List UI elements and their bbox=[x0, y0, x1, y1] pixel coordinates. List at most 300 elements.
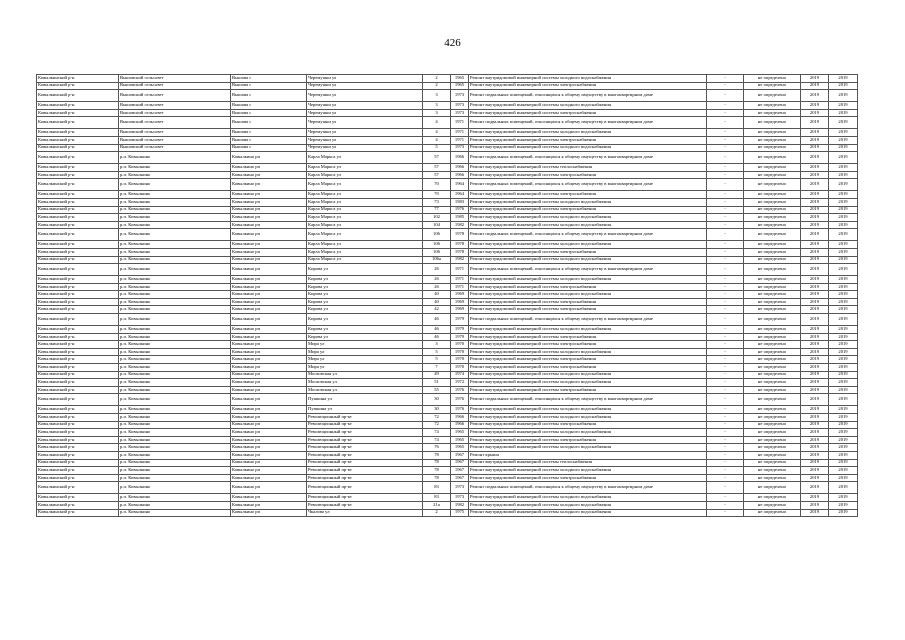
table-row bbox=[37, 248, 858, 256]
cell-street: Карла Маркса ул bbox=[307, 198, 423, 206]
cell-funding-source: не определено bbox=[744, 144, 801, 152]
cell-cost: - bbox=[707, 314, 744, 326]
cell-plan-end: 2019 bbox=[829, 75, 858, 83]
cell-plan-start: 2019 bbox=[801, 206, 829, 214]
cell-house-number: 4 bbox=[423, 129, 451, 137]
cell-street: Кирова ул bbox=[307, 326, 423, 334]
table-row bbox=[37, 117, 858, 129]
cell-house-number: 83 bbox=[423, 482, 451, 494]
table-row bbox=[37, 291, 858, 299]
cell-street: Революционный пр-кт bbox=[307, 444, 423, 452]
cell-locality: Ковылкино рп bbox=[231, 394, 307, 406]
cell-street: Кирова ул bbox=[307, 291, 423, 299]
cell-plan-start: 2019 bbox=[801, 451, 829, 459]
cell-plan-start: 2019 bbox=[801, 283, 829, 291]
cell-district: Ковылкинский р-н bbox=[37, 129, 119, 137]
cell-plan-end: 2019 bbox=[829, 333, 858, 341]
cell-locality: Ковылкино рп bbox=[231, 444, 307, 452]
cell-street: Мира ул bbox=[307, 356, 423, 364]
cell-work-type: Ремонт подвальных помещений, относящихся к общему имуществу в многоквартирном доме bbox=[469, 264, 707, 276]
cell-cost: - bbox=[707, 117, 744, 129]
cell-plan-end: 2019 bbox=[829, 291, 858, 299]
cell-funding-source: не определено bbox=[744, 459, 801, 467]
cell-plan-end: 2019 bbox=[829, 276, 858, 284]
cell-funding-source: не определено bbox=[744, 436, 801, 444]
cell-district: Ковылкинский р-н bbox=[37, 152, 119, 164]
cell-house-number: 78 bbox=[423, 467, 451, 475]
cell-house-number: 2 bbox=[423, 75, 451, 83]
cell-locality: Ковылкино рп bbox=[231, 341, 307, 349]
cell-district: Ковылкинский р-н bbox=[37, 102, 119, 110]
cell-build-year: 1965 bbox=[451, 436, 469, 444]
cell-house-number: 102 bbox=[423, 214, 451, 222]
cell-locality: Ковылкино рп bbox=[231, 152, 307, 164]
cell-cost: - bbox=[707, 341, 744, 349]
cell-house-number: 7 bbox=[423, 364, 451, 372]
cell-locality: Ковылкино рп bbox=[231, 501, 307, 509]
cell-street: Кирова ул bbox=[307, 306, 423, 314]
cell-cost: - bbox=[707, 436, 744, 444]
cell-funding-source: не определено bbox=[744, 414, 801, 422]
cell-house-number: 83 bbox=[423, 494, 451, 502]
cell-work-type: Ремонт внутридомовой инженерной системы холодного водоснабжения bbox=[469, 371, 707, 379]
cell-work-type: Ремонт внутридомовой инженерной системы холодного водоснабжения bbox=[469, 501, 707, 509]
cell-cost: - bbox=[707, 326, 744, 334]
cell-build-year: 1971 bbox=[451, 264, 469, 276]
cell-work-type: Ремонт подвальных помещений, относящихся к общему имуществу в многоквартирном доме bbox=[469, 314, 707, 326]
cell-build-year: 1978 bbox=[451, 248, 469, 256]
cell-build-year: 1973 bbox=[451, 482, 469, 494]
cell-district: Ковылкинский р-н bbox=[37, 394, 119, 406]
cell-house-number: 2 bbox=[423, 82, 451, 90]
cell-build-year: 1965 bbox=[451, 429, 469, 437]
cell-build-year: 1985 bbox=[451, 214, 469, 222]
cell-street: Карла Маркса ул bbox=[307, 164, 423, 172]
cell-plan-end: 2019 bbox=[829, 306, 858, 314]
cell-district: Ковылкинский р-н bbox=[37, 406, 119, 414]
cell-district: Ковылкинский р-н bbox=[37, 314, 119, 326]
cell-plan-end: 2019 bbox=[829, 482, 858, 494]
cell-settlement: р.п. Ковылкино bbox=[119, 467, 231, 475]
cell-locality: Ковылкино рп bbox=[231, 482, 307, 494]
cell-locality: Вышова с bbox=[231, 109, 307, 117]
cell-cost: - bbox=[707, 136, 744, 144]
table-row bbox=[37, 474, 858, 482]
cell-plan-end: 2019 bbox=[829, 152, 858, 164]
cell-build-year: 1983 bbox=[451, 198, 469, 206]
cell-locality: Вышова с bbox=[231, 90, 307, 102]
cell-settlement: р.п. Ковылкино bbox=[119, 421, 231, 429]
cell-work-type: Ремонт внутридомовой инженерной системы холодного водоснабжения bbox=[469, 348, 707, 356]
table-row bbox=[37, 394, 858, 406]
cell-plan-start: 2019 bbox=[801, 326, 829, 334]
table-row bbox=[37, 276, 858, 284]
cell-locality: Ковылкино рп bbox=[231, 326, 307, 334]
cell-district: Ковылкинский р-н bbox=[37, 214, 119, 222]
cell-locality: Ковылкино рп bbox=[231, 356, 307, 364]
cell-work-type: Ремонт подвальных помещений, относящихся к общему имуществу в многоквартирном доме bbox=[469, 394, 707, 406]
cell-cost: - bbox=[707, 386, 744, 394]
cell-work-type: Ремонт внутридомовой инженерной системы электроснабжения bbox=[469, 109, 707, 117]
cell-house-number: 3 bbox=[423, 90, 451, 102]
cell-plan-start: 2019 bbox=[801, 356, 829, 364]
cell-build-year: 1976 bbox=[451, 406, 469, 414]
cell-work-type: Ремонт внутридомовой инженерной системы холодного водоснабжения bbox=[469, 276, 707, 284]
cell-plan-start: 2019 bbox=[801, 191, 829, 199]
cell-plan-start: 2019 bbox=[801, 306, 829, 314]
cell-funding-source: не определено bbox=[744, 494, 801, 502]
cell-settlement: р.п. Ковылкино bbox=[119, 152, 231, 164]
cell-district: Ковылкинский р-н bbox=[37, 467, 119, 475]
table-row bbox=[37, 164, 858, 172]
cell-plan-start: 2019 bbox=[801, 474, 829, 482]
cell-settlement: р.п. Ковылкино bbox=[119, 348, 231, 356]
table-row bbox=[37, 459, 858, 467]
cell-build-year: 1973 bbox=[451, 109, 469, 117]
cell-work-type: Ремонт внутридомовой инженерной системы холодного водоснабжения bbox=[469, 129, 707, 137]
cell-work-type: Ремонт внутридомовой инженерной системы холодного водоснабжения bbox=[469, 291, 707, 299]
cell-plan-start: 2019 bbox=[801, 364, 829, 372]
cell-funding-source: не определено bbox=[744, 276, 801, 284]
cell-settlement: Вышовский сельсовет bbox=[119, 117, 231, 129]
cell-cost: - bbox=[707, 90, 744, 102]
table-row bbox=[37, 364, 858, 372]
table-row bbox=[37, 341, 858, 349]
cell-street: Черемушки ул bbox=[307, 109, 423, 117]
cell-plan-start: 2019 bbox=[801, 436, 829, 444]
cell-plan-end: 2019 bbox=[829, 494, 858, 502]
cell-house-number: 106 bbox=[423, 229, 451, 241]
cell-locality: Ковылкино рп bbox=[231, 467, 307, 475]
cell-street: Московская ул bbox=[307, 371, 423, 379]
cell-house-number: 5 bbox=[423, 356, 451, 364]
cell-work-type: Ремонт внутридомовой инженерной системы холодного водоснабжения bbox=[469, 467, 707, 475]
cell-plan-end: 2019 bbox=[829, 459, 858, 467]
cell-district: Ковылкинский р-н bbox=[37, 291, 119, 299]
table-row bbox=[37, 501, 858, 509]
cell-work-type: Ремонт внутридомовой инженерной системы электроснабжения bbox=[469, 341, 707, 349]
table-row bbox=[37, 379, 858, 387]
cell-build-year: 1966 bbox=[451, 152, 469, 164]
cell-plan-end: 2019 bbox=[829, 436, 858, 444]
cell-district: Ковылкинский р-н bbox=[37, 171, 119, 179]
table-row bbox=[37, 206, 858, 214]
cell-house-number: 5 bbox=[423, 144, 451, 152]
cell-cost: - bbox=[707, 152, 744, 164]
cell-locality: Ковылкино рп bbox=[231, 509, 307, 517]
cell-house-number: 77 bbox=[423, 206, 451, 214]
cell-funding-source: не определено bbox=[744, 333, 801, 341]
cell-street: Кирова ул bbox=[307, 283, 423, 291]
table-row bbox=[37, 494, 858, 502]
table-row bbox=[37, 82, 858, 90]
cell-plan-end: 2019 bbox=[829, 348, 858, 356]
cell-plan-start: 2019 bbox=[801, 256, 829, 264]
table-row bbox=[37, 298, 858, 306]
cell-plan-end: 2019 bbox=[829, 386, 858, 394]
cell-street: Кирова ул bbox=[307, 314, 423, 326]
cell-cost: - bbox=[707, 144, 744, 152]
cell-house-number: 70 bbox=[423, 179, 451, 191]
cell-plan-end: 2019 bbox=[829, 429, 858, 437]
cell-funding-source: не определено bbox=[744, 444, 801, 452]
cell-house-number: 30 bbox=[423, 406, 451, 414]
cell-district: Ковылкинский р-н bbox=[37, 221, 119, 229]
cell-house-number: 70 bbox=[423, 191, 451, 199]
cell-build-year: 1967 bbox=[451, 474, 469, 482]
cell-funding-source: не определено bbox=[744, 451, 801, 459]
table-row bbox=[37, 256, 858, 264]
cell-locality: Ковылкино рп bbox=[231, 459, 307, 467]
cell-settlement: р.п. Ковылкино bbox=[119, 371, 231, 379]
cell-settlement: р.п. Ковылкино bbox=[119, 386, 231, 394]
cell-plan-end: 2019 bbox=[829, 474, 858, 482]
cell-funding-source: не определено bbox=[744, 386, 801, 394]
cell-plan-start: 2019 bbox=[801, 264, 829, 276]
cell-district: Ковылкинский р-н bbox=[37, 90, 119, 102]
cell-locality: Ковылкино рп bbox=[231, 179, 307, 191]
cell-street: Чкалова ул bbox=[307, 509, 423, 517]
cell-plan-start: 2019 bbox=[801, 291, 829, 299]
cell-settlement: р.п. Ковылкино bbox=[119, 459, 231, 467]
cell-street: Мира ул bbox=[307, 348, 423, 356]
cell-house-number: 30 bbox=[423, 394, 451, 406]
cell-street: Московская ул bbox=[307, 379, 423, 387]
cell-build-year: 1973 bbox=[451, 90, 469, 102]
cell-locality: Ковылкино рп bbox=[231, 164, 307, 172]
cell-locality: Ковылкино рп bbox=[231, 429, 307, 437]
cell-build-year: 1966 bbox=[451, 414, 469, 422]
cell-funding-source: не определено bbox=[744, 482, 801, 494]
cell-settlement: р.п. Ковылкино bbox=[119, 248, 231, 256]
cell-house-number: 57 bbox=[423, 171, 451, 179]
cell-street: Мира ул bbox=[307, 364, 423, 372]
cell-district: Ковылкинский р-н bbox=[37, 459, 119, 467]
cell-locality: Ковылкино рп bbox=[231, 229, 307, 241]
cell-plan-end: 2019 bbox=[829, 509, 858, 517]
cell-build-year: 1973 bbox=[451, 144, 469, 152]
cell-house-number: 3 bbox=[423, 109, 451, 117]
cell-work-type: Ремонт внутридомовой инженерной системы теплоснабжения bbox=[469, 459, 707, 467]
cell-street: Карла Маркса ул bbox=[307, 221, 423, 229]
cell-settlement: Вышовский сельсовет bbox=[119, 129, 231, 137]
cell-funding-source: не определено bbox=[744, 198, 801, 206]
cell-settlement: Вышовский сельсовет bbox=[119, 102, 231, 110]
cell-work-type: Ремонт внутридомовой инженерной системы электроснабжения bbox=[469, 206, 707, 214]
cell-build-year: 1973 bbox=[451, 102, 469, 110]
cell-street: Черемушки ул bbox=[307, 102, 423, 110]
cell-work-type: Ремонт внутридомовой инженерной системы электроснабжения bbox=[469, 248, 707, 256]
cell-district: Ковылкинский р-н bbox=[37, 191, 119, 199]
cell-funding-source: не определено bbox=[744, 467, 801, 475]
table-row bbox=[37, 386, 858, 394]
cell-street: Кирова ул bbox=[307, 333, 423, 341]
cell-settlement: р.п. Ковылкино bbox=[119, 298, 231, 306]
table-row bbox=[37, 421, 858, 429]
cell-district: Ковылкинский р-н bbox=[37, 82, 119, 90]
cell-work-type: Ремонт внутридомовой инженерной системы холодного водоснабжения bbox=[469, 444, 707, 452]
cell-work-type: Ремонт внутридомовой инженерной системы холодного водоснабжения bbox=[469, 414, 707, 422]
cell-settlement: р.п. Ковылкино bbox=[119, 306, 231, 314]
cell-settlement: Вышовский сельсовет bbox=[119, 109, 231, 117]
cell-plan-start: 2019 bbox=[801, 241, 829, 249]
cell-street: Мира ул bbox=[307, 341, 423, 349]
cell-plan-end: 2019 bbox=[829, 102, 858, 110]
cell-work-type: Ремонт подвальных помещений, относящихся к общему имуществу в многоквартирном доме bbox=[469, 90, 707, 102]
cell-build-year: 1982 bbox=[451, 256, 469, 264]
cell-funding-source: не определено bbox=[744, 229, 801, 241]
cell-build-year: 1974 bbox=[451, 371, 469, 379]
cell-funding-source: не определено bbox=[744, 152, 801, 164]
table-row bbox=[37, 406, 858, 414]
cell-street: Черемушки ул bbox=[307, 82, 423, 90]
cell-plan-start: 2019 bbox=[801, 129, 829, 137]
cell-locality: Ковылкино рп bbox=[231, 191, 307, 199]
cell-build-year: 1971 bbox=[451, 276, 469, 284]
cell-plan-end: 2019 bbox=[829, 171, 858, 179]
cell-plan-end: 2019 bbox=[829, 444, 858, 452]
cell-house-number: 4 bbox=[423, 117, 451, 129]
cell-settlement: р.п. Ковылкино bbox=[119, 214, 231, 222]
cell-street: Карла Маркса ул bbox=[307, 229, 423, 241]
cell-build-year: 1979 bbox=[451, 326, 469, 334]
cell-build-year: 1969 bbox=[451, 291, 469, 299]
cell-district: Ковылкинский р-н bbox=[37, 206, 119, 214]
cell-locality: Ковылкино рп bbox=[231, 241, 307, 249]
cell-locality: Ковылкино рп bbox=[231, 214, 307, 222]
cell-plan-end: 2019 bbox=[829, 421, 858, 429]
cell-street: Карла Маркса ул bbox=[307, 214, 423, 222]
cell-work-type: Ремонт внутридомовой инженерной системы электроснабжения bbox=[469, 386, 707, 394]
cell-cost: - bbox=[707, 414, 744, 422]
table-row bbox=[37, 90, 858, 102]
cell-locality: Ковылкино рп bbox=[231, 474, 307, 482]
cell-plan-end: 2019 bbox=[829, 298, 858, 306]
cell-cost: - bbox=[707, 179, 744, 191]
cell-street: Черемушки ул bbox=[307, 117, 423, 129]
cell-street: Черемушки ул bbox=[307, 75, 423, 83]
cell-house-number: 40 bbox=[423, 291, 451, 299]
cell-locality: Ковылкино рп bbox=[231, 494, 307, 502]
cell-build-year: 1965 bbox=[451, 444, 469, 452]
cell-plan-end: 2019 bbox=[829, 451, 858, 459]
cell-work-type: Ремонт внутридомовой инженерной системы холодного водоснабжения bbox=[469, 198, 707, 206]
table-row bbox=[37, 414, 858, 422]
cell-plan-start: 2019 bbox=[801, 394, 829, 406]
cell-district: Ковылкинский р-н bbox=[37, 414, 119, 422]
cell-cost: - bbox=[707, 298, 744, 306]
cell-cost: - bbox=[707, 214, 744, 222]
cell-plan-start: 2019 bbox=[801, 164, 829, 172]
cell-cost: - bbox=[707, 171, 744, 179]
cell-district: Ковылкинский р-н bbox=[37, 421, 119, 429]
cell-plan-end: 2019 bbox=[829, 164, 858, 172]
cell-build-year: 1971 bbox=[451, 117, 469, 129]
cell-settlement: р.п. Ковылкино bbox=[119, 326, 231, 334]
cell-settlement: р.п. Ковылкино bbox=[119, 229, 231, 241]
cell-settlement: р.п. Ковылкино bbox=[119, 191, 231, 199]
cell-build-year: 1976 bbox=[451, 386, 469, 394]
cell-locality: Вышова с bbox=[231, 136, 307, 144]
cell-work-type: Ремонт подвальных помещений, относящихся к общему имуществу в многоквартирном доме bbox=[469, 482, 707, 494]
cell-plan-start: 2019 bbox=[801, 314, 829, 326]
cell-funding-source: не определено bbox=[744, 264, 801, 276]
cell-build-year: 1975 bbox=[451, 509, 469, 517]
cell-locality: Ковылкино рп bbox=[231, 386, 307, 394]
cell-cost: - bbox=[707, 291, 744, 299]
cell-house-number: 73 bbox=[423, 198, 451, 206]
cell-locality: Ковылкино рп bbox=[231, 436, 307, 444]
cell-plan-end: 2019 bbox=[829, 248, 858, 256]
table-row bbox=[37, 429, 858, 437]
table-row bbox=[37, 306, 858, 314]
cell-plan-start: 2019 bbox=[801, 298, 829, 306]
cell-locality: Ковылкино рп bbox=[231, 206, 307, 214]
cell-build-year: 1964 bbox=[451, 191, 469, 199]
cell-build-year: 1982 bbox=[451, 501, 469, 509]
table-row bbox=[37, 144, 858, 152]
cell-funding-source: не определено bbox=[744, 191, 801, 199]
cell-funding-source: не определено bbox=[744, 364, 801, 372]
cell-house-number: 26 bbox=[423, 283, 451, 291]
cell-build-year: 1967 bbox=[451, 451, 469, 459]
cell-work-type: Ремонт внутридомовой инженерной системы холодного водоснабжения bbox=[469, 494, 707, 502]
cell-plan-end: 2019 bbox=[829, 371, 858, 379]
cell-house-number: 46 bbox=[423, 314, 451, 326]
cell-district: Ковылкинский р-н bbox=[37, 451, 119, 459]
cell-plan-start: 2019 bbox=[801, 371, 829, 379]
cell-street: Революционный пр-кт bbox=[307, 421, 423, 429]
cell-house-number: 42 bbox=[423, 306, 451, 314]
cell-build-year: 1970 bbox=[451, 364, 469, 372]
cell-district: Ковылкинский р-н bbox=[37, 326, 119, 334]
cell-cost: - bbox=[707, 256, 744, 264]
cell-cost: - bbox=[707, 406, 744, 414]
cell-funding-source: не определено bbox=[744, 298, 801, 306]
table-row bbox=[37, 191, 858, 199]
cell-funding-source: не определено bbox=[744, 206, 801, 214]
cell-funding-source: не определено bbox=[744, 348, 801, 356]
cell-plan-start: 2019 bbox=[801, 214, 829, 222]
cell-build-year: 1966 bbox=[451, 421, 469, 429]
cell-district: Ковылкинский р-н bbox=[37, 333, 119, 341]
cell-settlement: р.п. Ковылкино bbox=[119, 379, 231, 387]
cell-district: Ковылкинский р-н bbox=[37, 117, 119, 129]
cell-street: Карла Маркса ул bbox=[307, 179, 423, 191]
table-row bbox=[37, 152, 858, 164]
cell-plan-end: 2019 bbox=[829, 179, 858, 191]
cell-house-number: 78 bbox=[423, 474, 451, 482]
cell-cost: - bbox=[707, 75, 744, 83]
cell-settlement: р.п. Ковылкино bbox=[119, 494, 231, 502]
cell-cost: - bbox=[707, 191, 744, 199]
cell-build-year: 1971 bbox=[451, 129, 469, 137]
cell-street: Карла Маркса ул bbox=[307, 241, 423, 249]
table-row bbox=[37, 129, 858, 137]
cell-cost: - bbox=[707, 102, 744, 110]
cell-cost: - bbox=[707, 229, 744, 241]
cell-plan-start: 2019 bbox=[801, 90, 829, 102]
cell-build-year: 1966 bbox=[451, 171, 469, 179]
cell-locality: Вышова с bbox=[231, 117, 307, 129]
cell-settlement: Вышовский сельсовет bbox=[119, 90, 231, 102]
cell-work-type: Ремонт внутридомовой инженерной системы электроснабжения bbox=[469, 436, 707, 444]
cell-street: Московская ул bbox=[307, 386, 423, 394]
cell-plan-start: 2019 bbox=[801, 379, 829, 387]
cell-plan-start: 2019 bbox=[801, 248, 829, 256]
cell-plan-end: 2019 bbox=[829, 206, 858, 214]
cell-street: Революционный пр-кт bbox=[307, 436, 423, 444]
